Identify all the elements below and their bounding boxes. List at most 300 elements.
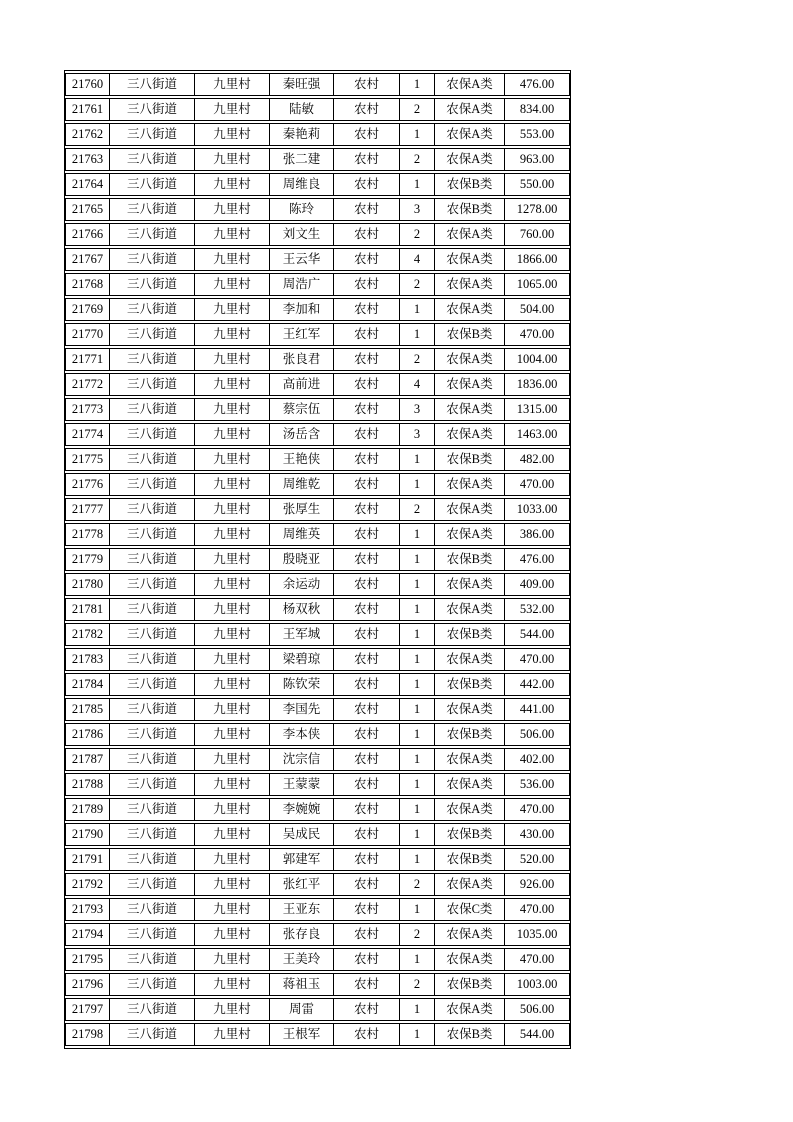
cell-village: 九里村 — [195, 473, 270, 496]
cell-person-count: 1 — [400, 823, 435, 846]
cell-person-name: 王蒙蒙 — [270, 773, 334, 796]
cell-person-name: 周维乾 — [270, 473, 334, 496]
cell-residence-type: 农村 — [334, 748, 400, 771]
cell-person-name: 郭建军 — [270, 848, 334, 871]
table-row — [65, 473, 570, 496]
cell-residence-type: 农村 — [334, 723, 400, 746]
table-row — [65, 648, 570, 671]
cell-person-count: 1 — [400, 573, 435, 596]
cell-person-name: 陈钦荣 — [270, 673, 334, 696]
cell-serial-number: 21768 — [65, 273, 110, 296]
table-row — [65, 748, 570, 771]
table-row — [65, 73, 570, 96]
cell-person-count: 2 — [400, 873, 435, 896]
cell-residence-type: 农村 — [334, 998, 400, 1021]
cell-insurance-class: 农保B类 — [435, 448, 505, 471]
cell-person-name: 王红军 — [270, 323, 334, 346]
cell-insurance-class: 农保A类 — [435, 223, 505, 246]
cell-serial-number: 21764 — [65, 173, 110, 196]
cell-street: 三八街道 — [110, 98, 195, 121]
cell-insurance-class: 农保A类 — [435, 523, 505, 546]
cell-serial-number: 21763 — [65, 148, 110, 171]
cell-residence-type: 农村 — [334, 123, 400, 146]
cell-person-count: 1 — [400, 448, 435, 471]
cell-person-count: 1 — [400, 998, 435, 1021]
cell-residence-type: 农村 — [334, 73, 400, 96]
cell-residence-type: 农村 — [334, 273, 400, 296]
cell-person-name: 余运动 — [270, 573, 334, 596]
cell-street: 三八街道 — [110, 548, 195, 571]
cell-amount: 504.00 — [505, 298, 570, 321]
cell-person-count: 1 — [400, 648, 435, 671]
cell-person-count: 1 — [400, 73, 435, 96]
table-row — [65, 773, 570, 796]
cell-street: 三八街道 — [110, 373, 195, 396]
cell-street: 三八街道 — [110, 923, 195, 946]
cell-residence-type: 农村 — [334, 373, 400, 396]
cell-serial-number: 21797 — [65, 998, 110, 1021]
cell-street: 三八街道 — [110, 423, 195, 446]
cell-insurance-class: 农保B类 — [435, 173, 505, 196]
cell-amount: 1065.00 — [505, 273, 570, 296]
cell-person-name: 王亚东 — [270, 898, 334, 921]
cell-serial-number: 21792 — [65, 873, 110, 896]
cell-residence-type: 农村 — [334, 873, 400, 896]
cell-residence-type: 农村 — [334, 648, 400, 671]
cell-street: 三八街道 — [110, 173, 195, 196]
table-row — [65, 348, 570, 371]
cell-serial-number: 21772 — [65, 373, 110, 396]
cell-street: 三八街道 — [110, 448, 195, 471]
cell-person-name: 张良君 — [270, 348, 334, 371]
cell-residence-type: 农村 — [334, 848, 400, 871]
cell-street: 三八街道 — [110, 223, 195, 246]
table-row — [65, 198, 570, 221]
cell-village: 九里村 — [195, 248, 270, 271]
cell-person-name: 周雷 — [270, 998, 334, 1021]
cell-residence-type: 农村 — [334, 248, 400, 271]
cell-amount: 553.00 — [505, 123, 570, 146]
cell-amount: 506.00 — [505, 998, 570, 1021]
cell-village: 九里村 — [195, 348, 270, 371]
cell-serial-number: 21767 — [65, 248, 110, 271]
table-row — [65, 873, 570, 896]
cell-amount: 532.00 — [505, 598, 570, 621]
cell-village: 九里村 — [195, 123, 270, 146]
cell-person-count: 1 — [400, 548, 435, 571]
cell-village: 九里村 — [195, 923, 270, 946]
cell-insurance-class: 农保B类 — [435, 673, 505, 696]
cell-serial-number: 21791 — [65, 848, 110, 871]
cell-amount: 482.00 — [505, 448, 570, 471]
cell-insurance-class: 农保B类 — [435, 723, 505, 746]
cell-insurance-class: 农保A类 — [435, 773, 505, 796]
table-row — [65, 98, 570, 121]
cell-residence-type: 农村 — [334, 448, 400, 471]
cell-amount: 430.00 — [505, 823, 570, 846]
cell-residence-type: 农村 — [334, 698, 400, 721]
cell-person-count: 2 — [400, 498, 435, 521]
cell-street: 三八街道 — [110, 623, 195, 646]
cell-person-count: 1 — [400, 948, 435, 971]
cell-street: 三八街道 — [110, 123, 195, 146]
cell-insurance-class: 农保A类 — [435, 273, 505, 296]
cell-serial-number: 21785 — [65, 698, 110, 721]
cell-serial-number: 21766 — [65, 223, 110, 246]
cell-person-name: 刘文生 — [270, 223, 334, 246]
cell-village: 九里村 — [195, 873, 270, 896]
cell-amount: 1003.00 — [505, 973, 570, 996]
cell-insurance-class: 农保B类 — [435, 323, 505, 346]
cell-person-name: 王根军 — [270, 1023, 334, 1046]
cell-person-name: 秦旺强 — [270, 73, 334, 96]
cell-person-count: 2 — [400, 98, 435, 121]
cell-residence-type: 农村 — [334, 298, 400, 321]
cell-village: 九里村 — [195, 298, 270, 321]
cell-residence-type: 农村 — [334, 98, 400, 121]
table-row — [65, 698, 570, 721]
table-row — [65, 498, 570, 521]
cell-residence-type: 农村 — [334, 673, 400, 696]
cell-serial-number: 21795 — [65, 948, 110, 971]
table-body — [65, 73, 570, 1046]
cell-village: 九里村 — [195, 573, 270, 596]
cell-amount: 536.00 — [505, 773, 570, 796]
cell-serial-number: 21770 — [65, 323, 110, 346]
cell-village: 九里村 — [195, 973, 270, 996]
cell-person-count: 4 — [400, 373, 435, 396]
cell-insurance-class: 农保B类 — [435, 823, 505, 846]
cell-person-count: 1 — [400, 673, 435, 696]
table-row — [65, 173, 570, 196]
cell-village: 九里村 — [195, 448, 270, 471]
cell-amount: 402.00 — [505, 748, 570, 771]
cell-serial-number: 21794 — [65, 923, 110, 946]
table-row — [65, 373, 570, 396]
cell-village: 九里村 — [195, 98, 270, 121]
cell-insurance-class: 农保A类 — [435, 398, 505, 421]
table-row — [65, 398, 570, 421]
cell-person-count: 2 — [400, 273, 435, 296]
cell-village: 九里村 — [195, 148, 270, 171]
table-row — [65, 798, 570, 821]
cell-person-name: 王美玲 — [270, 948, 334, 971]
cell-person-count: 1 — [400, 298, 435, 321]
cell-residence-type: 农村 — [334, 973, 400, 996]
cell-village: 九里村 — [195, 748, 270, 771]
cell-person-name: 秦艳莉 — [270, 123, 334, 146]
table-row — [65, 823, 570, 846]
cell-person-count: 1 — [400, 773, 435, 796]
cell-amount: 476.00 — [505, 73, 570, 96]
cell-amount: 760.00 — [505, 223, 570, 246]
cell-residence-type: 农村 — [334, 898, 400, 921]
cell-residence-type: 农村 — [334, 198, 400, 221]
cell-insurance-class: 农保B类 — [435, 1023, 505, 1046]
cell-person-count: 3 — [400, 198, 435, 221]
cell-street: 三八街道 — [110, 473, 195, 496]
cell-village: 九里村 — [195, 598, 270, 621]
table-row — [65, 148, 570, 171]
cell-person-name: 蒋祖玉 — [270, 973, 334, 996]
cell-village: 九里村 — [195, 723, 270, 746]
cell-serial-number: 21765 — [65, 198, 110, 221]
cell-person-name: 张存良 — [270, 923, 334, 946]
cell-insurance-class: 农保A类 — [435, 573, 505, 596]
cell-residence-type: 农村 — [334, 548, 400, 571]
cell-village: 九里村 — [195, 648, 270, 671]
cell-street: 三八街道 — [110, 148, 195, 171]
cell-serial-number: 21796 — [65, 973, 110, 996]
cell-village: 九里村 — [195, 1023, 270, 1046]
cell-person-count: 1 — [400, 1023, 435, 1046]
table-row — [65, 923, 570, 946]
cell-serial-number: 21779 — [65, 548, 110, 571]
cell-serial-number: 21769 — [65, 298, 110, 321]
cell-insurance-class: 农保A类 — [435, 698, 505, 721]
cell-amount: 1866.00 — [505, 248, 570, 271]
cell-amount: 926.00 — [505, 873, 570, 896]
cell-street: 三八街道 — [110, 773, 195, 796]
cell-insurance-class: 农保B类 — [435, 198, 505, 221]
table-row — [65, 623, 570, 646]
cell-insurance-class: 农保C类 — [435, 898, 505, 921]
cell-insurance-class: 农保A类 — [435, 598, 505, 621]
table-row — [65, 1023, 570, 1046]
table-row — [65, 298, 570, 321]
cell-insurance-class: 农保A类 — [435, 298, 505, 321]
table-row — [65, 598, 570, 621]
table-row — [65, 248, 570, 271]
cell-insurance-class: 农保A类 — [435, 373, 505, 396]
cell-person-name: 张厚生 — [270, 498, 334, 521]
cell-street: 三八街道 — [110, 198, 195, 221]
cell-insurance-class: 农保A类 — [435, 248, 505, 271]
cell-residence-type: 农村 — [334, 948, 400, 971]
cell-person-count: 2 — [400, 348, 435, 371]
cell-insurance-class: 农保A类 — [435, 998, 505, 1021]
cell-residence-type: 农村 — [334, 823, 400, 846]
cell-insurance-class: 农保A类 — [435, 948, 505, 971]
cell-person-count: 3 — [400, 398, 435, 421]
cell-village: 九里村 — [195, 898, 270, 921]
cell-street: 三八街道 — [110, 73, 195, 96]
table-row — [65, 948, 570, 971]
cell-person-count: 1 — [400, 473, 435, 496]
cell-amount: 470.00 — [505, 323, 570, 346]
cell-person-name: 王艳侠 — [270, 448, 334, 471]
cell-person-count: 1 — [400, 723, 435, 746]
cell-person-count: 1 — [400, 523, 435, 546]
cell-village: 九里村 — [195, 948, 270, 971]
cell-insurance-class: 农保A类 — [435, 748, 505, 771]
cell-serial-number: 21760 — [65, 73, 110, 96]
cell-person-count: 1 — [400, 698, 435, 721]
cell-serial-number: 21788 — [65, 773, 110, 796]
cell-insurance-class: 农保A类 — [435, 498, 505, 521]
cell-person-count: 2 — [400, 148, 435, 171]
cell-village: 九里村 — [195, 198, 270, 221]
cell-serial-number: 21771 — [65, 348, 110, 371]
cell-village: 九里村 — [195, 848, 270, 871]
cell-person-name: 李本侠 — [270, 723, 334, 746]
cell-person-count: 1 — [400, 623, 435, 646]
cell-amount: 1035.00 — [505, 923, 570, 946]
cell-street: 三八街道 — [110, 823, 195, 846]
cell-village: 九里村 — [195, 423, 270, 446]
cell-serial-number: 21790 — [65, 823, 110, 846]
cell-serial-number: 21762 — [65, 123, 110, 146]
cell-insurance-class: 农保A类 — [435, 348, 505, 371]
cell-insurance-class: 农保A类 — [435, 798, 505, 821]
cell-serial-number: 21787 — [65, 748, 110, 771]
cell-person-count: 1 — [400, 323, 435, 346]
cell-serial-number: 21793 — [65, 898, 110, 921]
cell-person-count: 1 — [400, 798, 435, 821]
cell-person-name: 李加和 — [270, 298, 334, 321]
cell-village: 九里村 — [195, 273, 270, 296]
cell-serial-number: 21778 — [65, 523, 110, 546]
cell-person-count: 1 — [400, 123, 435, 146]
cell-person-name: 周浩广 — [270, 273, 334, 296]
cell-street: 三八街道 — [110, 673, 195, 696]
cell-residence-type: 农村 — [334, 923, 400, 946]
cell-street: 三八街道 — [110, 973, 195, 996]
cell-street: 三八街道 — [110, 248, 195, 271]
cell-village: 九里村 — [195, 698, 270, 721]
cell-residence-type: 农村 — [334, 398, 400, 421]
cell-amount: 506.00 — [505, 723, 570, 746]
cell-person-name: 李婉婉 — [270, 798, 334, 821]
cell-street: 三八街道 — [110, 873, 195, 896]
cell-village: 九里村 — [195, 998, 270, 1021]
cell-insurance-class: 农保A类 — [435, 423, 505, 446]
cell-street: 三八街道 — [110, 273, 195, 296]
table-row — [65, 673, 570, 696]
cell-person-count: 1 — [400, 848, 435, 871]
cell-person-name: 汤岳含 — [270, 423, 334, 446]
cell-street: 三八街道 — [110, 698, 195, 721]
cell-amount: 409.00 — [505, 573, 570, 596]
cell-serial-number: 21784 — [65, 673, 110, 696]
table-row — [65, 898, 570, 921]
cell-person-count: 1 — [400, 898, 435, 921]
cell-residence-type: 农村 — [334, 598, 400, 621]
cell-amount: 1463.00 — [505, 423, 570, 446]
cell-street: 三八街道 — [110, 748, 195, 771]
cell-serial-number: 21789 — [65, 798, 110, 821]
cell-person-name: 杨双秋 — [270, 598, 334, 621]
cell-amount: 470.00 — [505, 473, 570, 496]
cell-village: 九里村 — [195, 673, 270, 696]
cell-street: 三八街道 — [110, 298, 195, 321]
cell-street: 三八街道 — [110, 898, 195, 921]
cell-amount: 470.00 — [505, 898, 570, 921]
table-row — [65, 998, 570, 1021]
cell-residence-type: 农村 — [334, 473, 400, 496]
cell-amount: 544.00 — [505, 623, 570, 646]
cell-village: 九里村 — [195, 548, 270, 571]
cell-person-name: 陈玲 — [270, 198, 334, 221]
cell-insurance-class: 农保A类 — [435, 648, 505, 671]
cell-insurance-class: 农保B类 — [435, 973, 505, 996]
cell-insurance-class: 农保A类 — [435, 148, 505, 171]
table-row — [65, 273, 570, 296]
cell-street: 三八街道 — [110, 998, 195, 1021]
cell-insurance-class: 农保B类 — [435, 848, 505, 871]
cell-amount: 470.00 — [505, 948, 570, 971]
records-table — [64, 70, 571, 1049]
cell-serial-number: 21761 — [65, 98, 110, 121]
table-row — [65, 573, 570, 596]
cell-person-count: 1 — [400, 173, 435, 196]
cell-insurance-class: 农保A类 — [435, 873, 505, 896]
cell-street: 三八街道 — [110, 723, 195, 746]
cell-street: 三八街道 — [110, 598, 195, 621]
cell-amount: 520.00 — [505, 848, 570, 871]
cell-serial-number: 21777 — [65, 498, 110, 521]
cell-person-name: 殷晓亚 — [270, 548, 334, 571]
cell-village: 九里村 — [195, 373, 270, 396]
cell-amount: 442.00 — [505, 673, 570, 696]
cell-person-count: 3 — [400, 423, 435, 446]
cell-insurance-class: 农保B类 — [435, 548, 505, 571]
cell-serial-number: 21798 — [65, 1023, 110, 1046]
cell-residence-type: 农村 — [334, 1023, 400, 1046]
cell-residence-type: 农村 — [334, 223, 400, 246]
cell-street: 三八街道 — [110, 1023, 195, 1046]
cell-residence-type: 农村 — [334, 348, 400, 371]
cell-street: 三八街道 — [110, 398, 195, 421]
cell-person-name: 李国先 — [270, 698, 334, 721]
table-row — [65, 323, 570, 346]
cell-amount: 1278.00 — [505, 198, 570, 221]
cell-serial-number: 21783 — [65, 648, 110, 671]
cell-street: 三八街道 — [110, 573, 195, 596]
cell-residence-type: 农村 — [334, 523, 400, 546]
cell-amount: 963.00 — [505, 148, 570, 171]
cell-insurance-class: 农保A类 — [435, 123, 505, 146]
cell-village: 九里村 — [195, 823, 270, 846]
cell-serial-number: 21780 — [65, 573, 110, 596]
cell-amount: 544.00 — [505, 1023, 570, 1046]
table-row — [65, 423, 570, 446]
table-row — [65, 523, 570, 546]
cell-amount: 386.00 — [505, 523, 570, 546]
cell-street: 三八街道 — [110, 848, 195, 871]
cell-serial-number: 21781 — [65, 598, 110, 621]
cell-serial-number: 21782 — [65, 623, 110, 646]
cell-person-name: 陆敏 — [270, 98, 334, 121]
cell-residence-type: 农村 — [334, 623, 400, 646]
cell-village: 九里村 — [195, 173, 270, 196]
cell-insurance-class: 农保A类 — [435, 923, 505, 946]
cell-serial-number: 21786 — [65, 723, 110, 746]
table-row — [65, 723, 570, 746]
table-row — [65, 448, 570, 471]
cell-amount: 1315.00 — [505, 398, 570, 421]
cell-residence-type: 农村 — [334, 148, 400, 171]
cell-person-name: 蔡宗伍 — [270, 398, 334, 421]
cell-person-name: 高前进 — [270, 373, 334, 396]
cell-village: 九里村 — [195, 398, 270, 421]
cell-serial-number: 21773 — [65, 398, 110, 421]
cell-village: 九里村 — [195, 798, 270, 821]
cell-village: 九里村 — [195, 623, 270, 646]
cell-person-name: 沈宗信 — [270, 748, 334, 771]
cell-street: 三八街道 — [110, 498, 195, 521]
table-row — [65, 848, 570, 871]
